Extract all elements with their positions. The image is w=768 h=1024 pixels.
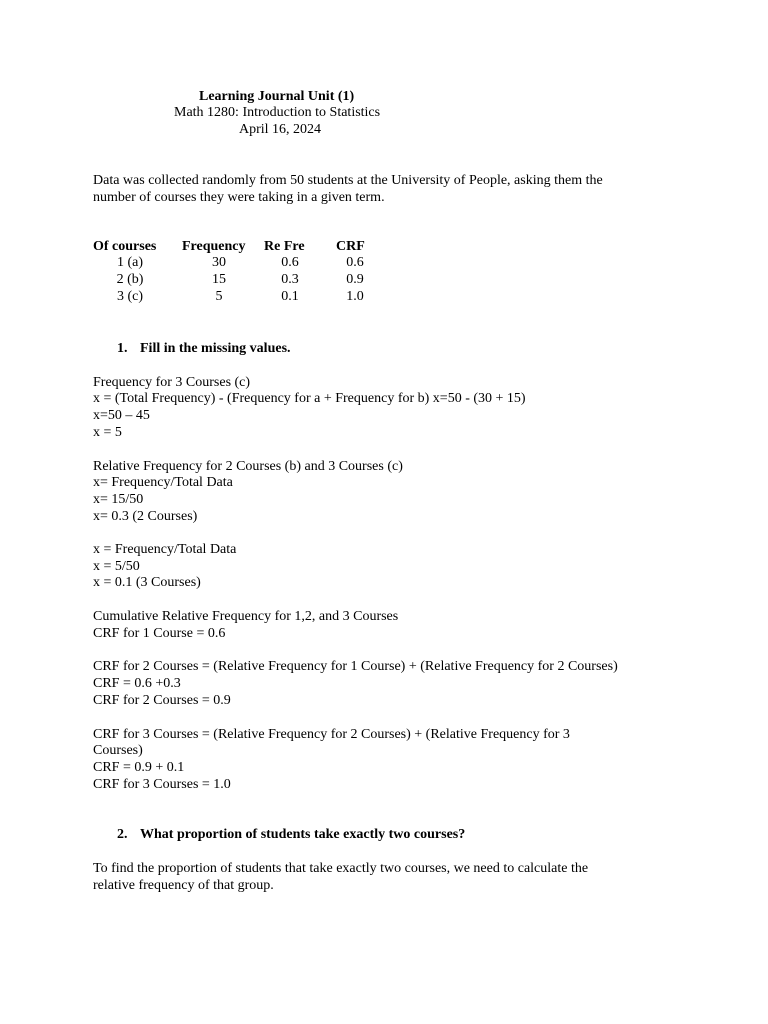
doc-date: April 16, 2024: [239, 122, 322, 137]
q1-relfreq2-line: x = 5/50: [93, 559, 140, 574]
table-cell: 3 (c): [116, 289, 144, 304]
q1-freq-line: x=50 – 45: [93, 408, 150, 423]
q2-heading: What proportion of students take exactly two courses?: [140, 827, 466, 842]
q1-relfreq-line: x= 0.3 (2 Courses): [93, 509, 198, 524]
q2-answer-line: relative frequency of that group.: [93, 878, 274, 893]
table-header-relfreq: Re Fre: [264, 239, 305, 254]
q2-number: 2.: [117, 827, 128, 842]
table-header-courses: Of courses: [93, 239, 157, 254]
q1-relfreq-line: x= Frequency/Total Data: [93, 475, 233, 490]
q1-relfreq-line: Relative Frequency for 2 Courses (b) and 3 Courses (c): [93, 459, 403, 474]
table-cell: 0.6: [346, 255, 364, 270]
intro-line: Data was collected randomly from 50 students at the University of People, asking them the: [93, 173, 603, 188]
table-cell: 1.0: [346, 289, 364, 304]
doc-title: Learning Journal Unit (1): [199, 89, 355, 104]
table-cell: 0.1: [281, 289, 299, 304]
q1-crf-line: CRF for 2 Courses = 0.9: [93, 693, 231, 708]
q1-freq-line: Frequency for 3 Courses (c): [93, 375, 251, 390]
q1-relfreq2-line: x = 0.1 (3 Courses): [93, 575, 201, 590]
table-cell: 0.3: [281, 272, 299, 287]
table-header-crf: CRF: [336, 239, 365, 254]
q1-freq-line: x = 5: [93, 425, 122, 440]
intro-line: number of courses they were taking in a given term.: [93, 190, 385, 205]
q1-crf-line: CRF for 2 Courses = (Relative Frequency for 1 Course) + (Relative Frequency for 2 Courses): [93, 659, 618, 674]
q1-crf-line: CRF for 1 Course = 0.6: [93, 626, 226, 641]
q1-relfreq2-line: x = Frequency/Total Data: [93, 542, 237, 557]
q1-relfreq-line: x= 15/50: [93, 492, 144, 507]
q1-crf-line: CRF = 0.9 + 0.1: [93, 760, 185, 775]
table-cell: 30: [212, 255, 226, 270]
table-cell: 0.6: [281, 255, 299, 270]
q1-crf-line: CRF for 3 Courses = 1.0: [93, 777, 231, 792]
doc-course: Math 1280: Introduction to Statistics: [174, 105, 381, 120]
q2-answer-line: To find the proportion of students that take exactly two courses, we need to calculate the: [93, 861, 589, 876]
q1-freq-line: x = (Total Frequency) - (Frequency for a + Frequency for b) x=50 - (30 + 15): [93, 391, 526, 406]
table-cell: 15: [212, 272, 226, 287]
q1-crf-line: Courses): [93, 743, 143, 758]
q1-crf-line: Cumulative Relative Frequency for 1,2, and 3 Courses: [93, 609, 399, 624]
table-header-frequency: Frequency: [182, 239, 246, 254]
table-cell: 0.9: [346, 272, 364, 287]
table-cell: 5: [215, 289, 223, 304]
q1-crf-line: CRF for 3 Courses = (Relative Frequency for 2 Courses) + (Relative Frequency for 3: [93, 727, 570, 742]
q1-crf-line: CRF = 0.6 +0.3: [93, 676, 181, 691]
table-cell: 2 (b): [116, 272, 144, 287]
q1-heading: Fill in the missing values.: [140, 341, 291, 356]
table-cell: 1 (a): [116, 255, 144, 270]
q1-number: 1.: [117, 341, 128, 356]
